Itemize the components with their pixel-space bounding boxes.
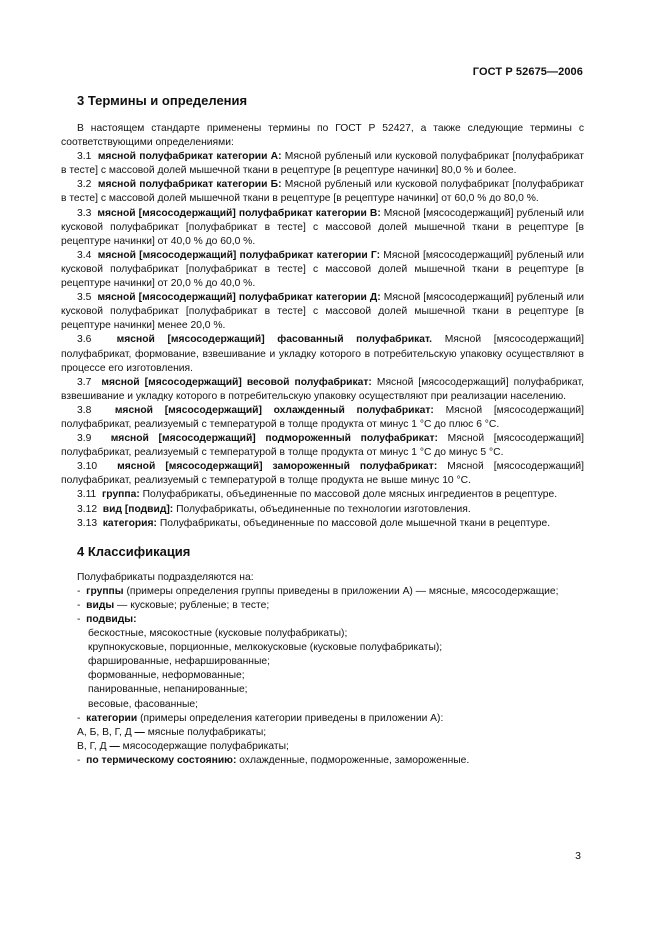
term-definition-item [61, 460, 584, 488]
term-name: мясной [мясосодержащий] подмороженный полуфабрикат: [110, 433, 438, 445]
term-number: 3.13 [77, 517, 98, 529]
subtype-item: панированные, непанированные; [88, 684, 248, 696]
thermal-definition: охлажденные, подмороженные, замороженные. [239, 754, 470, 766]
term-number: 3.1 [77, 151, 92, 163]
term-number: 3.2 [77, 179, 92, 191]
term-text: Полуфабрикаты, объединенные по технологии изготовления. [176, 503, 471, 515]
term-number: 3.11 [77, 489, 97, 501]
categories-term: категории [86, 712, 138, 724]
dash: - [77, 614, 81, 625]
term-definition-item [61, 404, 584, 432]
term-definition-item [61, 333, 584, 375]
term-name: категория: [102, 517, 157, 529]
page-number: 3 [575, 850, 581, 862]
groups-term: группы [86, 585, 124, 597]
term-text: Мясной [мясосодержащий] полуфабрикат, реализуемый с температурой в толще продукта от минус 1 °С до плюс 6 °С. [61, 404, 584, 430]
types-definition: — кусковые; рубленые; в тесте; [117, 599, 270, 611]
list-item-subtypes [61, 613, 584, 627]
term-number: 3.9 [77, 433, 92, 445]
term-definition-item [61, 503, 584, 517]
category-mixed-letters: В, Г, Д [77, 740, 107, 752]
subtype-item: крупнокусковые, порционные, мелкокусковые (кусковые полуфабрикаты); [88, 642, 443, 654]
term-definition-item [61, 291, 584, 333]
groups-definition: (примеры определения группы приведены в приложении А) — мясные, мясосодержащие; [126, 585, 559, 597]
em-dash: — [134, 726, 145, 738]
category-meat-text: мясные полуфабрикаты; [147, 726, 267, 738]
subtype-item: формованные, неформованные; [88, 670, 245, 682]
section-4-intro: Полуфабрикаты подразделяются на: [77, 571, 254, 583]
categories-definition: (примеры определения категории приведены в приложении А): [140, 712, 444, 724]
subtype-item: бескостные, мясокостные (кусковые полуфабрикаты); [88, 628, 348, 640]
term-name: мясной [мясосодержащий] полуфабрикат категории Д: [97, 292, 381, 304]
dash: - [77, 754, 81, 766]
term-text: Мясной [мясосодержащий] рубленый или кусковой полуфабрикат [полуфабрикат в тесте] с массовой долей мышечной ткани в рецептуре [в рецептуре начинки] от 20,0 % до 40,0 %. [61, 249, 584, 290]
term-text: Мясной [мясосодержащий] полуфабрикат, взвешивание и укладку которого в потребительскую упаковку осуществляют при реализации населению. [61, 376, 584, 402]
term-name: мясной [мясосодержащий] весовой полуфабрикат: [101, 376, 372, 388]
term-name: мясной [мясосодержащий] фасованный полуфабрикат. [116, 334, 433, 346]
list-item-categories [61, 712, 584, 726]
term-text: Мясной рубленый или кусковой полуфабрикат [полуфабрикат в тесте] с массовой долей мышечной ткани в рецептуре [в рецептуре начинки] от 60,0 % до 80,0 %. [61, 179, 584, 205]
types-term: виды [86, 599, 115, 611]
term-text: Полуфабрикаты, объединенные по массовой доле мясных ингредиентов в рецептуре. [142, 489, 558, 501]
term-number: 3.12 [77, 503, 98, 515]
term-text: Полуфабрикаты, объединенные по массовой доле мышечной ткани в рецептуре. [159, 517, 551, 529]
term-name: мясной [мясосодержащий] полуфабрикат категории В: [97, 207, 381, 219]
category-meat-line [61, 726, 584, 740]
dash: - [77, 712, 81, 724]
term-name: мясной [мясосодержащий] охлажденный полуфабрикат: [114, 404, 434, 416]
thermal-term: по термическому состоянию: [86, 754, 237, 766]
list-item-thermal [61, 754, 584, 768]
term-text: Мясной [мясосодержащий] полуфабрикат, реализуемый с температурой в толще продукта не выше минус 10 °С. [61, 461, 584, 487]
term-definition-item [61, 150, 584, 178]
list-item-groups [61, 585, 584, 599]
term-definition-item [61, 432, 584, 460]
document-header: ГОСТ Р 52675—2006 [472, 66, 583, 78]
list-item-types [61, 599, 584, 613]
subtypes-list [61, 627, 584, 712]
term-number: 3.10 [77, 461, 98, 473]
page-content [61, 92, 584, 768]
term-definition-item [61, 207, 584, 249]
dash: - [77, 585, 81, 597]
dash: - [77, 599, 81, 611]
category-mixed-text: мясосодержащие полуфабрикаты; [122, 740, 289, 752]
term-number: 3.8 [77, 404, 92, 416]
term-text: Мясной [мясосодержащий] рубленый или кусковой полуфабрикат [полуфабрикат в тесте] с массовой долей мышечной ткани в рецептуре [в рецептуре начинки] от 40,0 % до 60,0 %. [61, 207, 584, 247]
term-definition-item [61, 376, 584, 404]
term-definition-item [61, 517, 584, 531]
subtype-item: весовые, фасованные; [88, 698, 199, 710]
term-text: Мясной рубленый или кусковой полуфабрикат [полуфабрикат в тесте] с массовой долей мышечной ткани в рецептуре [в рецептуре начинки] 80,0 % и более. [61, 151, 584, 177]
term-name: мясной [мясосодержащий] полуфабрикат категории Г: [97, 249, 381, 261]
term-text: Мясной [мясосодержащий] полуфабрикат, формование, взвешивание и укладку которого в потребительскую упаковку осуществляют в процессе его изготовления. [61, 334, 584, 374]
term-name: мясной полуфабрикат категории Б: [97, 179, 282, 191]
term-number: 3.7 [77, 376, 92, 388]
subtype-item: фаршированные, нефаршированные; [88, 656, 270, 668]
term-name: группа: [102, 489, 140, 501]
subtypes-term: подвиды: [86, 614, 137, 625]
term-text: Мясной [мясосодержащий] рубленый или кусковой полуфабрикат [полуфабрикат в тесте] с массовой долей мышечной ткани в рецептуре [в рецептуре начинки] менее 20,0 %. [61, 292, 584, 332]
section-3-title: 3 Термины и определения [77, 93, 248, 108]
term-number: 3.4 [77, 249, 92, 261]
term-name: мясной полуфабрикат категории А: [97, 151, 282, 163]
em-dash: — [109, 740, 120, 752]
term-number: 3.6 [77, 334, 92, 346]
section-3-intro: В настоящем стандарте применены термины по ГОСТ Р 52427, а также следующие термины с соответствующими определениями: [61, 123, 584, 149]
category-meat-letters: А, Б, В, Г, Д [77, 726, 132, 738]
term-definition-item [61, 488, 584, 502]
term-text: Мясной [мясосодержащий] полуфабрикат, реализуемый с температурой в толще продукта от минус 1 °С до минус 5 °С. [61, 433, 584, 459]
term-definition-item [61, 178, 584, 206]
term-number: 3.5 [77, 292, 92, 304]
term-name: вид [подвид]: [102, 503, 174, 515]
term-number: 3.3 [77, 207, 92, 219]
terms-list [61, 150, 584, 531]
term-definition-item [61, 249, 584, 291]
term-name: мясной [мясосодержащий] замороженный полуфабрикат: [117, 461, 438, 473]
category-mixed-line [61, 740, 584, 754]
section-4-title: 4 Классификация [77, 543, 191, 559]
